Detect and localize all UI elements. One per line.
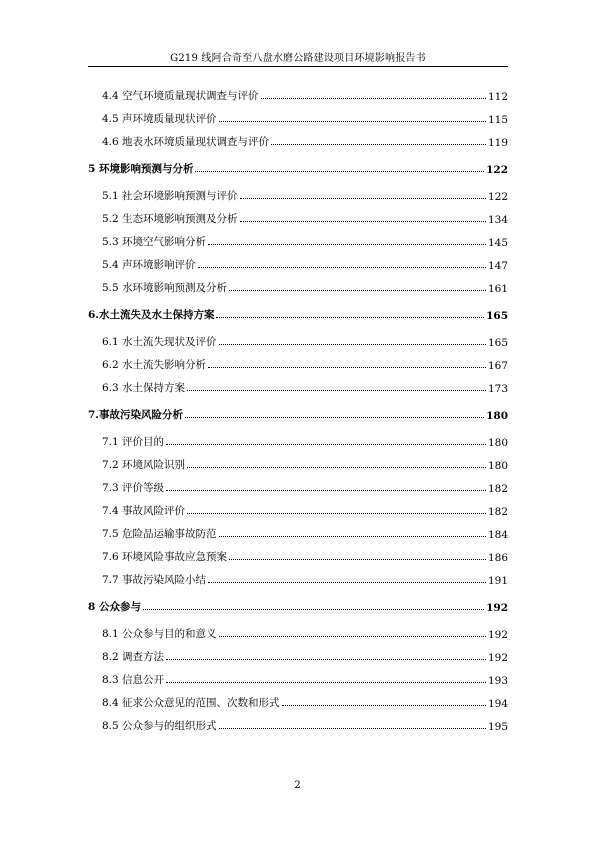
toc-subsection-entry[interactable] [88, 541, 508, 564]
toc-subsection-entry[interactable] [88, 641, 508, 664]
toc-subsection-entry[interactable] [88, 564, 508, 587]
dot-leader [240, 221, 486, 222]
dot-leader [216, 317, 484, 318]
toc-entry-label: 5.3 环境空气影响分析 [102, 236, 207, 248]
toc-entry-page: 173 [487, 383, 508, 395]
toc-entry-page: 119 [487, 137, 508, 149]
page-number: 2 [294, 780, 301, 791]
toc-subsection-entry[interactable] [88, 80, 508, 103]
toc-subsection-entry[interactable] [88, 495, 508, 518]
toc-entry-label: 7.3 评价等级 [102, 482, 165, 494]
toc-section-entry[interactable] [88, 591, 508, 614]
toc-entry-page: 193 [487, 675, 508, 687]
toc-entry-page: 180 [487, 460, 508, 472]
table-of-contents [88, 80, 508, 733]
toc-subsection-entry[interactable] [88, 326, 508, 349]
toc-entry-label: 6.水土流失及水土保持方案 [88, 309, 215, 321]
toc-entry-page: 192 [486, 602, 508, 614]
dot-leader [187, 390, 486, 391]
toc-section-entry[interactable] [88, 153, 508, 176]
toc-entry-label: 5.2 生态环境影响预测及分析 [102, 213, 238, 225]
toc-subsection-entry[interactable] [88, 372, 508, 395]
toc-entry-label: 7.6 环境风险事故应急预案 [102, 551, 228, 563]
dot-leader [219, 536, 486, 537]
toc-entry-page: 161 [487, 283, 508, 295]
dot-leader [185, 417, 484, 418]
dot-leader [187, 513, 486, 514]
dot-leader [208, 244, 486, 245]
toc-subsection-entry[interactable] [88, 664, 508, 687]
dot-leader [271, 144, 486, 145]
dot-leader [282, 705, 486, 706]
toc-entry-page: 194 [487, 698, 508, 710]
header-rule [88, 66, 508, 67]
toc-subsection-entry[interactable] [88, 449, 508, 472]
toc-entry-label: 4.4 空气环境质量现状调查与评价 [102, 90, 259, 102]
dot-leader [229, 290, 486, 291]
toc-entry-page: 186 [487, 552, 508, 564]
toc-subsection-entry[interactable] [88, 203, 508, 226]
toc-entry-label: 5.4 声环境影响评价 [102, 259, 196, 271]
toc-entry-label: 7.7 事故污染风险小结 [102, 574, 207, 586]
dot-leader [229, 559, 486, 560]
toc-entry-page: 147 [487, 260, 508, 272]
toc-subsection-entry[interactable] [88, 687, 508, 710]
dot-leader [219, 344, 486, 345]
toc-entry-label: 8.2 调查方法 [102, 651, 165, 663]
toc-subsection-entry[interactable] [88, 103, 508, 126]
toc-entry-page: 122 [487, 191, 508, 203]
toc-entry-page: 145 [487, 237, 508, 249]
toc-entry-label: 6.1 水土流失现状及评价 [102, 336, 217, 348]
toc-entry-label: 8.5 公众参与的组织形式 [102, 720, 217, 732]
toc-subsection-entry[interactable] [88, 472, 508, 495]
toc-entry-label: 7.1 评价目的 [102, 436, 165, 448]
toc-entry-page: 165 [487, 337, 508, 349]
toc-entry-page: 180 [487, 437, 508, 449]
dot-leader [219, 121, 486, 122]
toc-entry-page: 112 [487, 91, 508, 103]
toc-entry-label: 8 公众参与 [88, 601, 141, 613]
toc-entry-label: 5.1 社会环境影响预测与评价 [102, 190, 238, 202]
toc-subsection-entry[interactable] [88, 518, 508, 541]
toc-subsection-entry[interactable] [88, 618, 508, 641]
dot-leader [166, 682, 486, 683]
dot-leader [208, 582, 486, 583]
dot-leader [187, 467, 486, 468]
toc-entry-page: 191 [487, 575, 508, 587]
toc-subsection-entry[interactable] [88, 426, 508, 449]
toc-entry-label: 8.1 公众参与目的和意义 [102, 628, 217, 640]
toc-entry-page: 115 [487, 114, 508, 126]
dot-leader [195, 171, 484, 172]
toc-subsection-entry[interactable] [88, 349, 508, 372]
toc-entry-label: 8.3 信息公开 [102, 674, 165, 686]
toc-entry-label: 6.3 水土保持方案 [102, 382, 186, 394]
toc-entry-label: 4.6 地表水环境质量现状调查与评价 [102, 136, 270, 148]
toc-entry-page: 192 [487, 629, 508, 641]
toc-entry-page: 182 [487, 483, 508, 495]
toc-entry-page: 184 [487, 529, 508, 541]
toc-entry-label: 8.4 征求公众意见的范围、次数和形式 [102, 697, 280, 709]
dot-leader [261, 98, 486, 99]
toc-entry-label: 6.2 水土流失影响分析 [102, 359, 207, 371]
toc-entry-page: 134 [487, 214, 508, 226]
toc-entry-page: 195 [487, 721, 508, 733]
toc-entry-label: 7.4 事故风险评价 [102, 505, 186, 517]
toc-entry-label: 7.2 环境风险识别 [102, 459, 186, 471]
toc-entry-page: 180 [486, 410, 508, 422]
toc-subsection-entry[interactable] [88, 226, 508, 249]
toc-subsection-entry[interactable] [88, 180, 508, 203]
toc-entry-page: 182 [487, 506, 508, 518]
dot-leader [208, 367, 486, 368]
dot-leader [143, 609, 484, 610]
toc-entry-label: 7.事故污染风险分析 [88, 409, 183, 421]
dot-leader [198, 267, 486, 268]
toc-entry-label: 5.5 水环境影响预测及分析 [102, 282, 228, 294]
dot-leader [166, 659, 486, 660]
dot-leader [219, 636, 486, 637]
toc-subsection-entry[interactable] [88, 249, 508, 272]
toc-subsection-entry[interactable] [88, 710, 508, 733]
toc-entry-page: 122 [486, 164, 508, 176]
toc-section-entry[interactable] [88, 299, 508, 322]
dot-leader [240, 198, 486, 199]
toc-section-entry[interactable] [88, 399, 508, 422]
running-header: G219 线阿合奇至八盘水磨公路建设项目环境影响报告书 [170, 53, 426, 64]
dot-leader [219, 728, 486, 729]
toc-entry-page: 165 [486, 310, 508, 322]
toc-entry-page: 192 [487, 652, 508, 664]
toc-entry-label: 4.5 声环境质量现状评价 [102, 113, 217, 125]
dot-leader [166, 444, 486, 445]
toc-entry-label: 7.5 危险品运输事故防范 [102, 528, 217, 540]
toc-entry-label: 5 环境影响预测与分析 [88, 163, 194, 175]
toc-subsection-entry[interactable] [88, 272, 508, 295]
toc-subsection-entry[interactable] [88, 126, 508, 149]
dot-leader [166, 490, 486, 491]
toc-entry-page: 167 [487, 360, 508, 372]
